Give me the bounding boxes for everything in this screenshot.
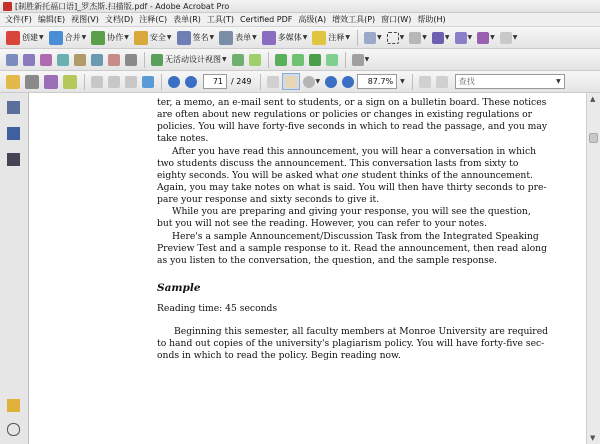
body-line: After you have read this announcement, you will hear a conversation in which	[172, 146, 537, 157]
menu-advanced[interactable]: 高级(A)	[298, 15, 327, 24]
collaborate-icon	[91, 31, 105, 45]
window-title: [制胜新托福口语]_罗杰斯.扫描版.pdf - Adobe Acrobat Pro	[15, 1, 230, 11]
body-line: are often about new regulations or policies or changes in existing regulations or	[157, 109, 533, 120]
barcode-icon	[125, 54, 137, 66]
highlight-button[interactable]	[307, 51, 323, 68]
copy-button[interactable]	[106, 73, 122, 90]
magnifier-icon	[303, 76, 315, 88]
sample-line: Beginning this semester, all faculty members at Monroe University are required	[174, 326, 549, 337]
body-line: two students discuss the announcement. This conversation lasts from sixty to	[157, 158, 519, 169]
printer-icon	[25, 75, 39, 89]
track-icon	[292, 54, 304, 66]
hand-icon	[285, 76, 297, 88]
toolbar-separator	[84, 74, 85, 90]
menu-plugins[interactable]: 增效工具(P)	[332, 15, 376, 24]
text-a-icon	[432, 32, 444, 44]
fit-page-icon	[419, 76, 431, 88]
toolbar-separator	[144, 52, 145, 68]
search-input[interactable]: 查找 ▼	[455, 74, 565, 89]
highlight-icon	[309, 54, 321, 66]
signature-field-icon	[108, 54, 120, 66]
zoom-in-icon	[342, 76, 354, 88]
hand-tool[interactable]	[282, 73, 300, 90]
dropdown-field-icon	[74, 54, 86, 66]
form-tool-3[interactable]	[38, 51, 54, 68]
pages-panel-icon[interactable]	[7, 101, 20, 114]
save-icon	[91, 76, 103, 88]
arrow-down-icon	[185, 76, 197, 88]
navigation-pane	[0, 93, 29, 444]
toolbar-separator	[412, 74, 413, 90]
comments-panel-icon[interactable]	[7, 399, 20, 412]
menu-document[interactable]: 文档(D)	[104, 15, 134, 24]
zoom-level-input[interactable]: 87.7%	[357, 74, 397, 89]
body-line: but you will not see the reading. However, you can refer to your notes.	[157, 218, 487, 229]
distribute-button[interactable]	[247, 51, 263, 68]
zoom-in-button[interactable]	[340, 73, 356, 90]
toolbar-separator	[345, 52, 346, 68]
globe-icon	[142, 76, 154, 88]
comment-note-button[interactable]	[273, 51, 289, 68]
form-tool-6[interactable]	[89, 51, 105, 68]
save-button[interactable]	[89, 73, 105, 90]
bookmarks-panel-icon[interactable]	[7, 127, 20, 140]
create-pdf-icon	[6, 31, 20, 45]
body-line: pare your response and sixty seconds to give it.	[157, 194, 380, 205]
attachments-panel-icon[interactable]	[7, 423, 20, 436]
body-line: Preview Test and a sample response to it. Read the announcement, then read along	[157, 243, 547, 254]
layout-icon	[232, 54, 244, 66]
scroll-up-arrow[interactable]: ▲	[590, 95, 596, 103]
task-toolbar	[0, 27, 600, 49]
comment-button[interactable]: 注释 ▼	[310, 29, 352, 46]
menu-view[interactable]: 视图(V)	[71, 15, 99, 24]
form-tool-5[interactable]	[72, 51, 88, 68]
menu-window[interactable]: 窗口(W)	[381, 15, 412, 24]
edit-layout-button[interactable]	[230, 51, 246, 68]
page-total: / 249	[231, 77, 252, 86]
stamp-tool[interactable]: ▼	[475, 29, 497, 46]
toolbar-separator	[268, 52, 269, 68]
zoom-out-icon	[325, 76, 337, 88]
folder-icon	[6, 75, 20, 89]
options-icon	[352, 54, 364, 66]
arrow-up-icon	[168, 76, 180, 88]
body-line: policies. You will have forty-five seconds in which to read the passage, and you may	[157, 121, 548, 132]
select-tool[interactable]: ▼	[362, 29, 384, 46]
menu-bar	[0, 13, 600, 27]
email-button[interactable]	[61, 73, 79, 90]
review-icon	[326, 54, 338, 66]
attach-icon	[500, 32, 512, 44]
comment-icon	[312, 31, 326, 45]
title-bar	[0, 0, 600, 13]
security-button[interactable]: 安全 ▼	[132, 29, 174, 46]
multimedia-button[interactable]: 多媒体 ▼	[260, 29, 310, 46]
next-page-button[interactable]	[183, 73, 199, 90]
toolbar-separator	[161, 74, 162, 90]
body-line: Here's a sample Announcement/Discussion Task from the Integrated Speaking	[172, 231, 539, 242]
organizer-icon	[44, 75, 58, 89]
form-field-icon	[6, 54, 18, 66]
arrow-icon	[364, 32, 376, 44]
sample-line: to hand out copies of the university's plagiarism policy. You will have forty-five sec-	[157, 338, 545, 349]
menu-edit[interactable]: 编辑(E)	[37, 15, 66, 24]
fit-width-button[interactable]	[434, 73, 450, 90]
menu-file[interactable]: 文件(F)	[5, 15, 32, 24]
body-line: take notes.	[157, 133, 209, 144]
collaborate-button[interactable]: 协作 ▼	[89, 29, 131, 46]
lock-icon	[134, 31, 148, 45]
zoom-tool[interactable]: ▼	[301, 73, 323, 90]
web-button[interactable]	[140, 73, 156, 90]
text-tool[interactable]: ▼	[430, 29, 452, 46]
create-button[interactable]: 创建 ▼	[4, 29, 46, 46]
menu-forms[interactable]: 表单(R)	[173, 15, 201, 24]
select-text-tool[interactable]	[265, 73, 281, 90]
design-view-icon	[151, 54, 163, 66]
open-button[interactable]	[4, 73, 22, 90]
fit-page-button[interactable]	[417, 73, 433, 90]
zoom-out-button[interactable]	[323, 73, 339, 90]
export-icon	[125, 76, 137, 88]
toolbar-separator	[357, 30, 358, 46]
marquee-icon	[387, 32, 399, 44]
body-line: Again, you may take notes on what is said. You will then have thirty seconds to pre-	[157, 182, 547, 193]
emphasis-one: one	[341, 170, 359, 181]
menu-help[interactable]: 帮助(H)	[417, 15, 446, 24]
zoom-dropdown-arrow[interactable]: ▼	[400, 78, 405, 85]
toolbar-separator	[260, 74, 261, 90]
radio-icon	[40, 54, 52, 66]
combine-icon	[49, 31, 63, 45]
sample-line: onds in which to read the policy. Begin reading now.	[157, 350, 401, 361]
forms-button[interactable]: 表单 ▼	[217, 29, 259, 46]
reading-time: Reading time: 45 seconds	[157, 303, 278, 314]
marquee-tool[interactable]: ▼	[385, 29, 407, 46]
form-tool-8[interactable]	[123, 51, 139, 68]
touchup-tool[interactable]: ▼	[453, 29, 475, 46]
touchup-icon	[455, 32, 467, 44]
scroll-thumb[interactable]	[589, 133, 598, 143]
attach-tool[interactable]: ▼	[498, 29, 520, 46]
body-line: While you are preparing and giving your response, you will see the question,	[172, 206, 531, 217]
sample-heading: Sample	[157, 282, 201, 294]
forms-toolbar	[0, 49, 600, 71]
button-field-icon	[91, 54, 103, 66]
prev-page-button[interactable]	[166, 73, 182, 90]
form-tool-7[interactable]	[106, 51, 122, 68]
link-tool[interactable]: ▼	[407, 29, 429, 46]
menu-certified-pdf[interactable]: Certified PDF	[240, 15, 293, 24]
navigation-toolbar	[0, 71, 600, 93]
review-button[interactable]	[324, 51, 340, 68]
form-tool-4[interactable]	[55, 51, 71, 68]
export-button[interactable]	[123, 73, 139, 90]
note-icon	[275, 54, 287, 66]
distribute-icon	[249, 54, 261, 66]
link-icon	[409, 32, 421, 44]
page-number-input[interactable]: 71	[203, 74, 227, 89]
email-icon	[63, 75, 77, 89]
stamp-icon	[477, 32, 489, 44]
options-dropdown[interactable]: ▼	[350, 51, 372, 68]
organizer-button[interactable]	[42, 73, 60, 90]
menu-comments[interactable]: 注释(C)	[139, 15, 168, 24]
design-view-dropdown[interactable]: 无活动设计视图 ▼	[149, 51, 229, 68]
signatures-panel-icon[interactable]	[7, 153, 20, 166]
form-icon	[219, 31, 233, 45]
combine-button[interactable]: 合并 ▼	[47, 29, 89, 46]
pen-icon	[177, 31, 191, 45]
body-line: ter, a memo, an e-mail sent to students, or a sign on a bulletin board. These notices	[157, 97, 547, 108]
print-button[interactable]	[23, 73, 41, 90]
form-tool-1[interactable]	[4, 51, 20, 68]
multimedia-icon	[262, 31, 276, 45]
checkbox-icon	[23, 54, 35, 66]
track-button[interactable]	[290, 51, 306, 68]
body-line: as you listen to the conversation, the question, and the sample response.	[157, 255, 498, 266]
list-box-icon	[57, 54, 69, 66]
body-line: eighty seconds. You will be asked what one student thinks of the announcement.	[157, 170, 533, 181]
sign-button[interactable]: 签名 ▼	[175, 29, 217, 46]
search-dropdown-arrow[interactable]: ▼	[556, 78, 561, 85]
acrobat-app-icon	[3, 2, 12, 11]
scroll-down-arrow[interactable]: ▼	[590, 434, 596, 442]
copy-icon	[108, 76, 120, 88]
vertical-scrollbar[interactable]	[586, 93, 600, 444]
menu-tools[interactable]: 工具(T)	[206, 15, 235, 24]
text-cursor-icon	[267, 76, 279, 88]
form-tool-2[interactable]	[21, 51, 37, 68]
fit-width-icon	[436, 76, 448, 88]
